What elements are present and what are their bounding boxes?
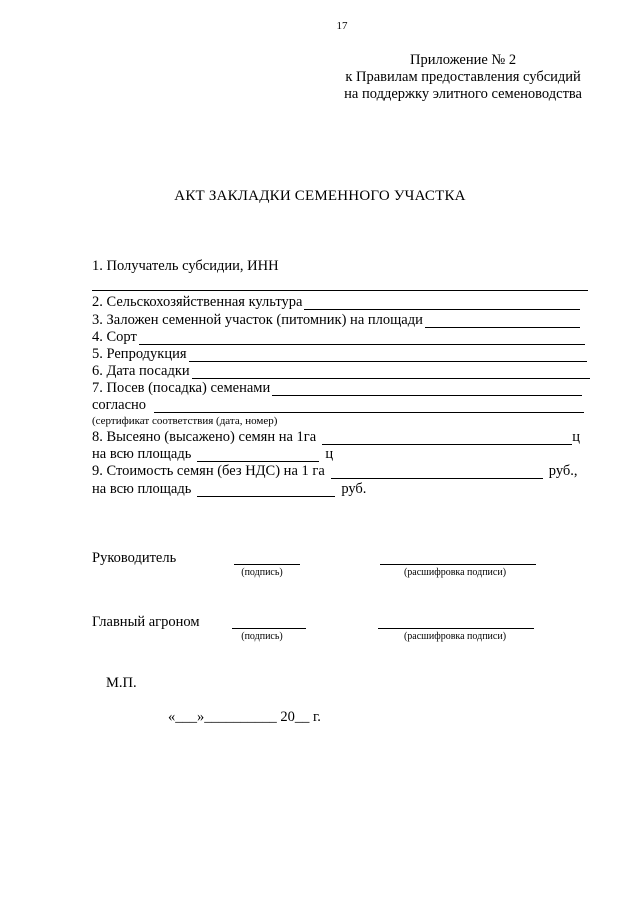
- appendix-header: [344, 52, 582, 103]
- reproduction-input-line[interactable]: [189, 348, 587, 362]
- head-decoding-line[interactable]: [380, 564, 536, 565]
- field-reproduction-label: 5. Репродукция: [92, 346, 187, 362]
- field-crop-label: 2. Сельскохозяйственная культура: [92, 294, 303, 310]
- agronomist-decoding-line[interactable]: [378, 628, 534, 629]
- sowing-input-line[interactable]: [272, 382, 582, 396]
- variety-input-line[interactable]: [139, 331, 585, 345]
- seeded-unit: ц: [572, 429, 580, 445]
- agronomist-signature-caption: (подпись): [241, 631, 283, 642]
- plot-input-line[interactable]: [425, 314, 580, 328]
- field-sowing: [92, 380, 582, 396]
- head-signature-caption: (подпись): [241, 567, 283, 578]
- page-number: 17: [336, 20, 348, 32]
- date-line[interactable]: «___»__________ 20__ г.: [168, 709, 321, 725]
- certificate-hint: (сертификат соответствия (дата, номер): [92, 415, 278, 427]
- field-cost: [92, 463, 578, 479]
- field-plot: [92, 312, 580, 328]
- document-title: АКТ ЗАКЛАДКИ СЕМЕННОГО УЧАСТКА: [174, 188, 466, 204]
- field-seeded-total: [92, 446, 333, 462]
- field-variety-label: 4. Сорт: [92, 329, 137, 345]
- cost-unit: руб.,: [548, 463, 578, 479]
- recipient-input-line[interactable]: [92, 290, 588, 291]
- field-planting-date: [92, 363, 590, 379]
- planting-date-input-line[interactable]: [192, 365, 590, 379]
- field-recipient: [92, 258, 279, 274]
- field-cost-label: 9. Стоимость семян (без НДС) на 1 га: [92, 463, 325, 479]
- seeded-total-unit: ц: [325, 446, 334, 462]
- field-cost-total-label: на всю площадь: [92, 481, 192, 497]
- field-cost-total: [92, 481, 366, 497]
- field-seeded-label: 8. Высеяно (высажено) семян на 1га: [92, 429, 317, 445]
- appendix-line-3: на поддержку элитного семеноводства: [344, 86, 582, 102]
- field-recipient-label: 1. Получатель субсидии, ИНН: [92, 258, 279, 274]
- seeded-total-input-line[interactable]: [197, 448, 319, 462]
- agronomist-label: Главный агроном: [92, 614, 200, 630]
- appendix-line-2: к Правилам предоставления субсидий: [345, 69, 581, 85]
- crop-input-line[interactable]: [304, 296, 580, 310]
- field-sowing-label: 7. Посев (посадка) семенами: [92, 380, 271, 396]
- field-plot-label: 3. Заложен семенной участок (питомник) на площади: [92, 312, 423, 328]
- certificate-input-line[interactable]: [154, 399, 584, 413]
- agronomist-signature-line[interactable]: [232, 628, 306, 629]
- appendix-line-1: Приложение № 2: [409, 52, 517, 68]
- field-planting-date-label: 6. Дата посадки: [92, 363, 190, 379]
- cost-total-unit: руб.: [341, 481, 367, 497]
- field-seeded-total-label: на всю площадь: [92, 446, 192, 462]
- head-signature-line[interactable]: [234, 564, 300, 565]
- seeded-input-line[interactable]: [322, 431, 572, 445]
- field-variety: [92, 329, 585, 345]
- cost-input-line[interactable]: [331, 465, 543, 479]
- field-according: [92, 397, 584, 413]
- field-crop: [92, 294, 580, 310]
- cost-total-input-line[interactable]: [197, 483, 335, 497]
- stamp-placeholder: М.П.: [106, 675, 137, 691]
- head-label: Руководитель: [92, 550, 177, 566]
- field-reproduction: [92, 346, 587, 362]
- agronomist-decoding-caption: (расшифровка подписи): [403, 631, 507, 642]
- field-seeded: [92, 429, 580, 445]
- field-according-label: согласно: [92, 397, 147, 413]
- head-decoding-caption: (расшифровка подписи): [403, 567, 507, 578]
